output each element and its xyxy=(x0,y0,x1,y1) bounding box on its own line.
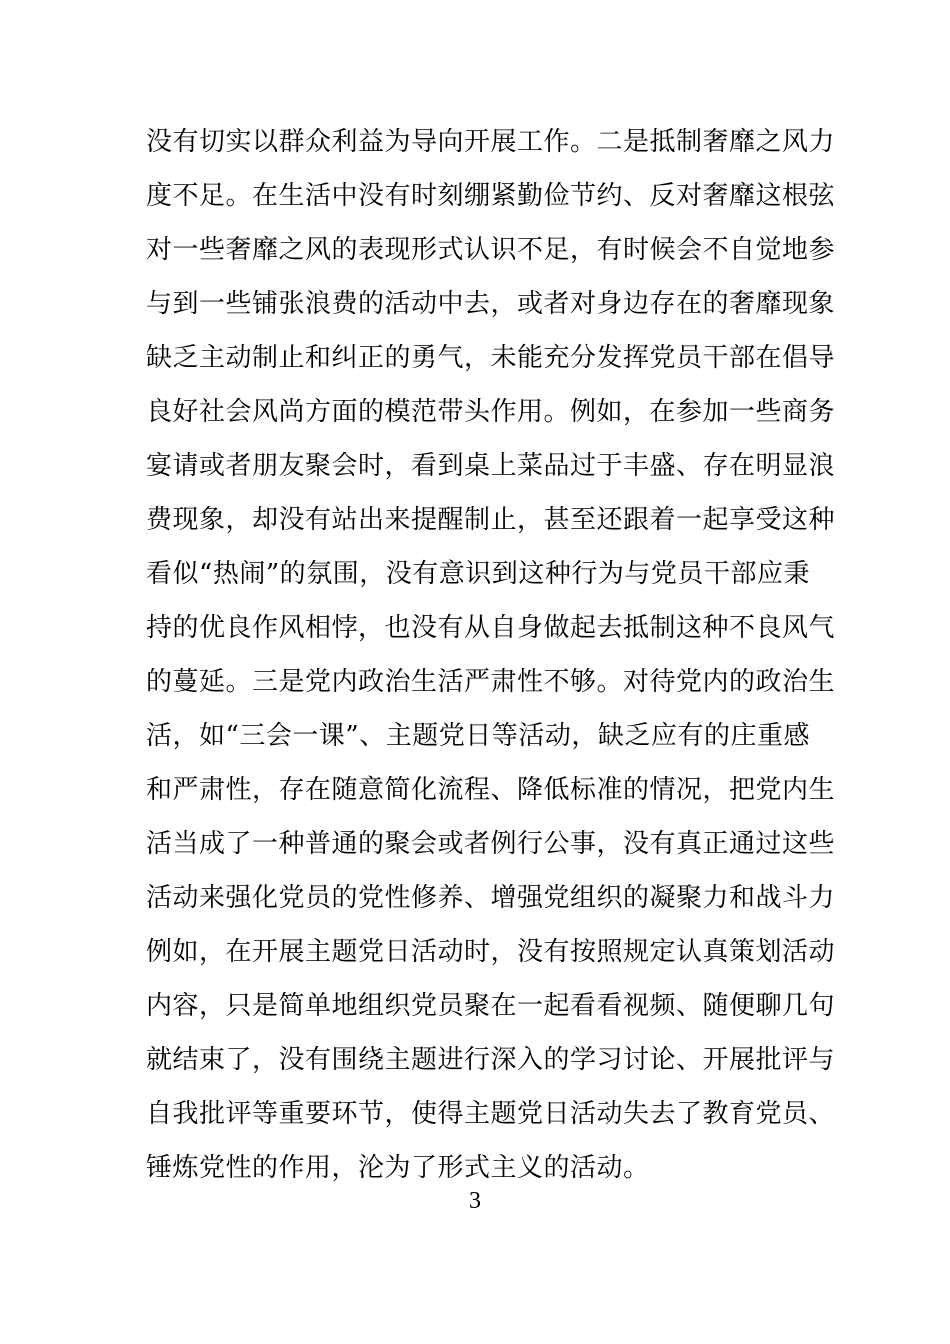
body-text-line: 与到一些铺张浪费的活动中去，或者对身边存在的奢靡现象 xyxy=(146,289,836,319)
page-number: 3 xyxy=(469,1188,481,1214)
body-text-line: 内容，只是简单地组织党员聚在一起看看视频、随便聊几句 xyxy=(146,991,836,1021)
body-text-line: 缺乏主动制止和纠正的勇气，未能充分发挥党员干部在倡导 xyxy=(146,343,836,373)
body-text-line: 的蔓延。三是党内政治生活严肃性不够。对待党内的政治生 xyxy=(146,667,836,697)
body-text-line: 看似“热闹”的氛围，没有意识到这种行为与党员干部应秉 xyxy=(146,559,810,589)
body-text-line: 自我批评等重要环节，使得主题党日活动失去了教育党员、 xyxy=(146,1099,836,1129)
body-text-line: 度不足。在生活中没有时刻绷紧勤俭节约、反对奢靡这根弦 xyxy=(146,181,836,211)
body-text-line: 宴请或者朋友聚会时，看到桌上菜品过于丰盛、存在明显浪 xyxy=(146,451,836,481)
body-text-line: 持的优良作风相悖，也没有从自身做起去抵制这种不良风气 xyxy=(146,613,836,643)
body-text-line: 锤炼党性的作用，沦为了形式主义的活动。 xyxy=(146,1153,650,1183)
body-text-line: 费现象，却没有站出来提醒制止，甚至还跟着一起享受这种 xyxy=(146,505,836,535)
body-text-line: 活，如“三会一课”、主题党日等活动，缺乏应有的庄重感 xyxy=(146,721,810,751)
body-text-line: 例如，在开展主题党日活动时，没有按照规定认真策划活动 xyxy=(146,937,836,967)
body-text-line: 没有切实以群众利益为导向开展工作。二是抵制奢靡之风力 xyxy=(146,127,836,157)
body-text-line: 对一些奢靡之风的表现形式认识不足，有时候会不自觉地参 xyxy=(146,235,836,265)
body-text-line: 良好社会风尚方面的模范带头作用。例如，在参加一些商务 xyxy=(146,397,836,427)
body-text-line: 就结束了，没有围绕主题进行深入的学习讨论、开展批评与 xyxy=(146,1045,836,1075)
body-text-line: 活动来强化党员的党性修养、增强党组织的凝聚力和战斗力 xyxy=(146,883,836,913)
body-text-line: 和严肃性，存在随意简化流程、降低标准的情况，把党内生 xyxy=(146,775,836,805)
body-text-line: 活当成了一种普通的聚会或者例行公事，没有真正通过这些 xyxy=(146,829,836,859)
